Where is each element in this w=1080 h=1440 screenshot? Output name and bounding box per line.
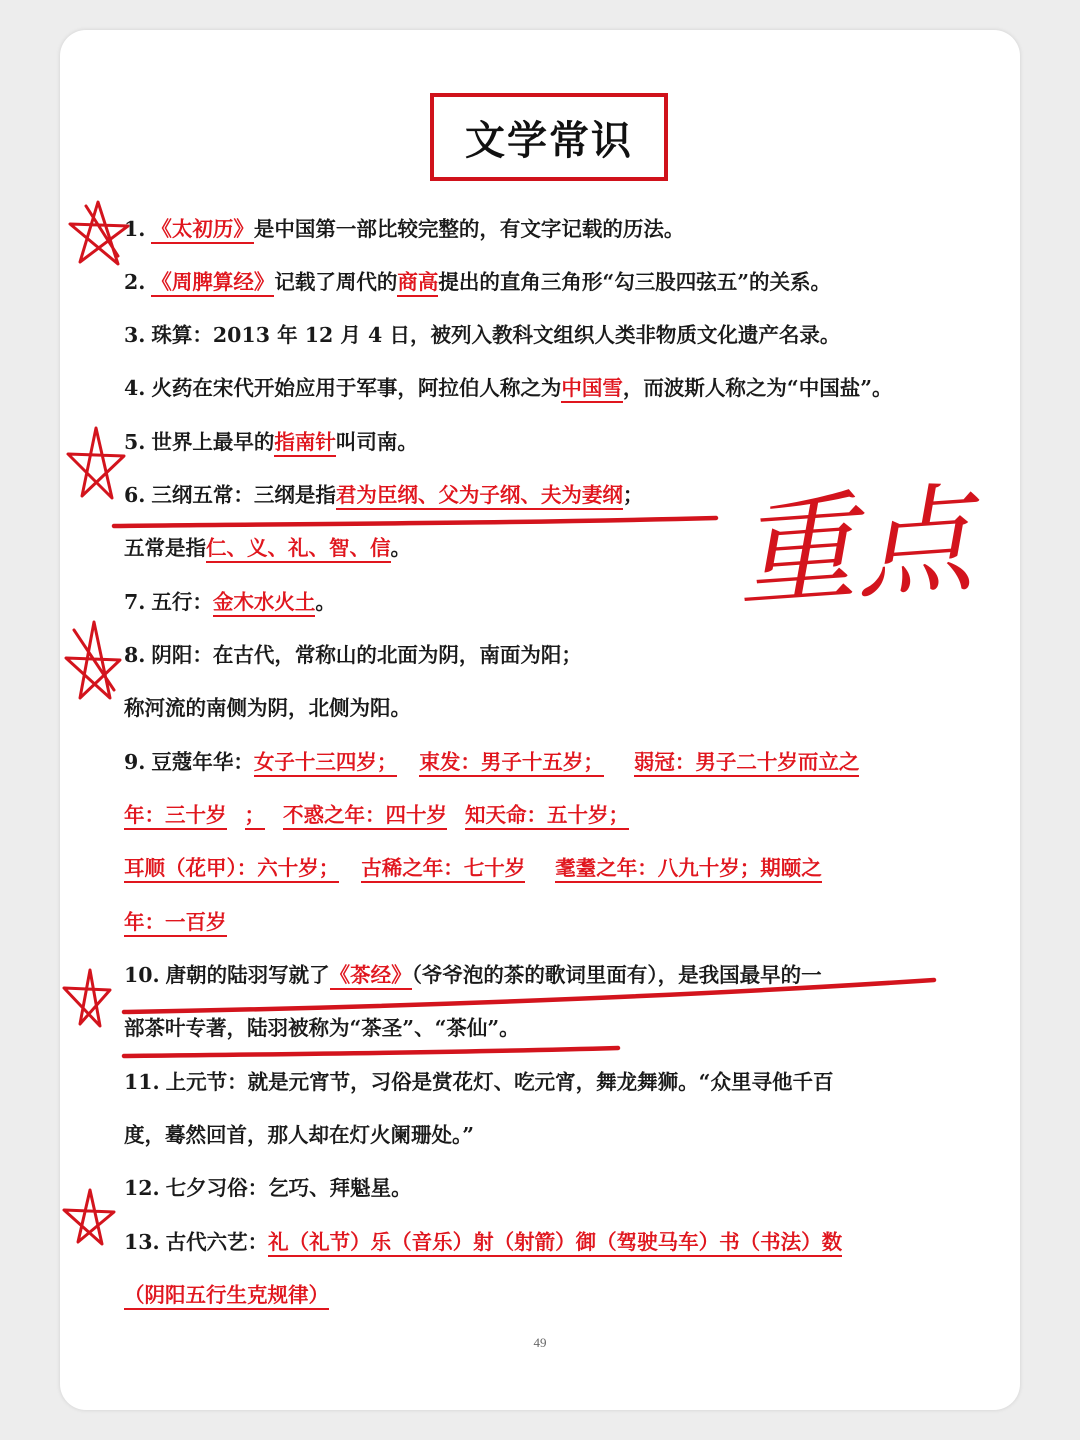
item-1 bbox=[124, 214, 684, 244]
highlight-text: 弱冠：男子二十岁而立之 bbox=[634, 750, 860, 777]
highlight-text: （阴阳五行生克规律） bbox=[124, 1283, 329, 1310]
item-6-line-2 bbox=[124, 533, 411, 563]
item-text: 世界上最早的 bbox=[151, 430, 275, 454]
item-text: 。 bbox=[390, 536, 411, 560]
highlight-text: 商高 bbox=[397, 270, 438, 297]
item-text: 唐朝的陆羽写就了 bbox=[165, 963, 330, 987]
item-10-line-2 bbox=[124, 1013, 520, 1043]
highlight-text: 束发：男子十五岁； bbox=[419, 750, 604, 777]
item-9-line-4 bbox=[124, 907, 227, 937]
item-text: ； bbox=[622, 483, 644, 507]
highlight-text: 《太初历》 bbox=[151, 217, 254, 244]
star-doodle-icon bbox=[70, 202, 128, 264]
item-13-line-2 bbox=[124, 1280, 329, 1310]
item-number: 4. bbox=[124, 376, 146, 400]
item-11 bbox=[124, 1067, 833, 1097]
highlight-text: 知天命：五十岁； bbox=[465, 803, 629, 830]
underline-stroke bbox=[124, 1048, 618, 1056]
item-8-line-2 bbox=[124, 693, 411, 723]
item-text: 古代六艺： bbox=[165, 1230, 269, 1254]
star-doodle-icon bbox=[64, 970, 110, 1026]
item-text: 度，蓦然回首，那人却在灯火阑珊处。” bbox=[124, 1123, 475, 1147]
item-9-line-2 bbox=[124, 800, 629, 830]
item-text: 七夕习俗：乞巧、拜魁星。 bbox=[165, 1176, 412, 1200]
item-11-line-2 bbox=[124, 1120, 474, 1150]
item-number: 2. bbox=[124, 270, 146, 294]
item-12 bbox=[124, 1173, 412, 1203]
highlight-text: 礼（礼节）乐（音乐）射（射箭）御（驾驶马车）书（书法）数 bbox=[268, 1230, 842, 1257]
highlight-text: 古稀之年：七十岁 bbox=[361, 856, 525, 883]
highlight-text: 女子十三四岁； bbox=[254, 750, 398, 777]
highlight-text: 仁、义、礼、智、信 bbox=[206, 536, 391, 563]
item-text: 记载了周代的 bbox=[274, 270, 398, 294]
item-text: 称河流的南侧为阴，北侧为阳。 bbox=[124, 696, 411, 720]
page-number: 49 bbox=[533, 1335, 547, 1350]
item-number: 5. bbox=[124, 430, 146, 454]
item-number: 13. bbox=[124, 1230, 160, 1254]
item-13 bbox=[124, 1227, 842, 1257]
highlight-text: 《周脾算经》 bbox=[151, 270, 274, 297]
item-text: 部茶叶专著，陆羽被称为“茶圣”、“茶仙”。 bbox=[124, 1016, 520, 1040]
item-text: 三纲五常：三纲是指 bbox=[151, 483, 336, 507]
item-3 bbox=[124, 320, 840, 350]
highlight-text: 金木水火土 bbox=[213, 590, 316, 617]
star-doodle-icon bbox=[66, 622, 120, 698]
item-number: 6. bbox=[124, 483, 146, 507]
item-number: 10. bbox=[124, 963, 160, 987]
item-text: 五行： bbox=[151, 590, 213, 614]
item-8 bbox=[124, 640, 582, 670]
item-text: ，而波斯人称之为“中国盐”。 bbox=[622, 376, 893, 400]
highlight-text: 中国雪 bbox=[561, 376, 623, 403]
item-text: （爷爷泡的茶的歌词里面有），是我国最早的一 bbox=[411, 963, 822, 987]
item-9-line-3 bbox=[124, 853, 822, 883]
item-7 bbox=[124, 587, 336, 617]
highlight-text: 耄耋之年：八九十岁；期颐之 bbox=[555, 856, 822, 883]
item-number: 11. bbox=[124, 1070, 160, 1094]
highlight-text: 耳顺（花甲）：六十岁； bbox=[124, 856, 339, 883]
item-number: 8. bbox=[124, 643, 146, 667]
item-text: 。 bbox=[315, 590, 336, 614]
item-9 bbox=[124, 747, 859, 777]
item-6 bbox=[124, 480, 643, 510]
item-text: 火药在宋代开始应用于军事，阿拉伯人称之为 bbox=[151, 376, 562, 400]
document-page bbox=[60, 30, 1020, 1410]
item-2 bbox=[124, 267, 831, 297]
item-5 bbox=[124, 427, 418, 457]
highlight-text: 《茶经》 bbox=[330, 963, 412, 990]
item-text: 珠算：2013 年 12 月 4 日，被列入教科文组织人类非物质文化遗产名录。 bbox=[151, 323, 841, 347]
item-text: 五常是指 bbox=[124, 536, 206, 560]
item-number: 9. bbox=[124, 750, 146, 774]
handwritten-note: 重点 bbox=[732, 469, 978, 624]
underline-stroke bbox=[114, 518, 716, 526]
item-text: 叫司南。 bbox=[335, 430, 418, 454]
highlight-text: ； bbox=[245, 803, 266, 830]
item-text: 上元节：就是元宵节，习俗是赏花灯、吃元宵，舞龙舞狮。“众里寻他千百 bbox=[165, 1070, 834, 1094]
highlight-text: 君为臣纲、父为子纲、夫为妻纲 bbox=[336, 483, 623, 510]
star-doodle-icon bbox=[64, 1190, 114, 1244]
highlight-text: 年：一百岁 bbox=[124, 910, 227, 937]
item-number: 1. bbox=[124, 217, 146, 241]
item-number: 12. bbox=[124, 1176, 160, 1200]
highlight-text: 年：三十岁 bbox=[124, 803, 227, 830]
item-number: 7. bbox=[124, 590, 146, 614]
item-text: 提出的直角三角形“勾三股四弦五”的关系。 bbox=[438, 270, 831, 294]
item-text: 是中国第一部比较完整的，有文字记载的历法。 bbox=[253, 217, 685, 241]
item-number: 3. bbox=[124, 323, 146, 347]
item-4 bbox=[124, 373, 893, 403]
highlight-text: 指南针 bbox=[274, 430, 336, 457]
star-doodle-icon bbox=[68, 428, 124, 498]
item-text: 阴阳：在古代，常称山的北面为阴，南面为阳； bbox=[151, 643, 582, 667]
item-text: 豆蔻年华： bbox=[151, 750, 254, 774]
title-box bbox=[430, 93, 668, 181]
page-title: 文学常识 bbox=[465, 117, 633, 164]
item-10 bbox=[124, 960, 822, 990]
highlight-text: 不惑之年：四十岁 bbox=[283, 803, 447, 830]
